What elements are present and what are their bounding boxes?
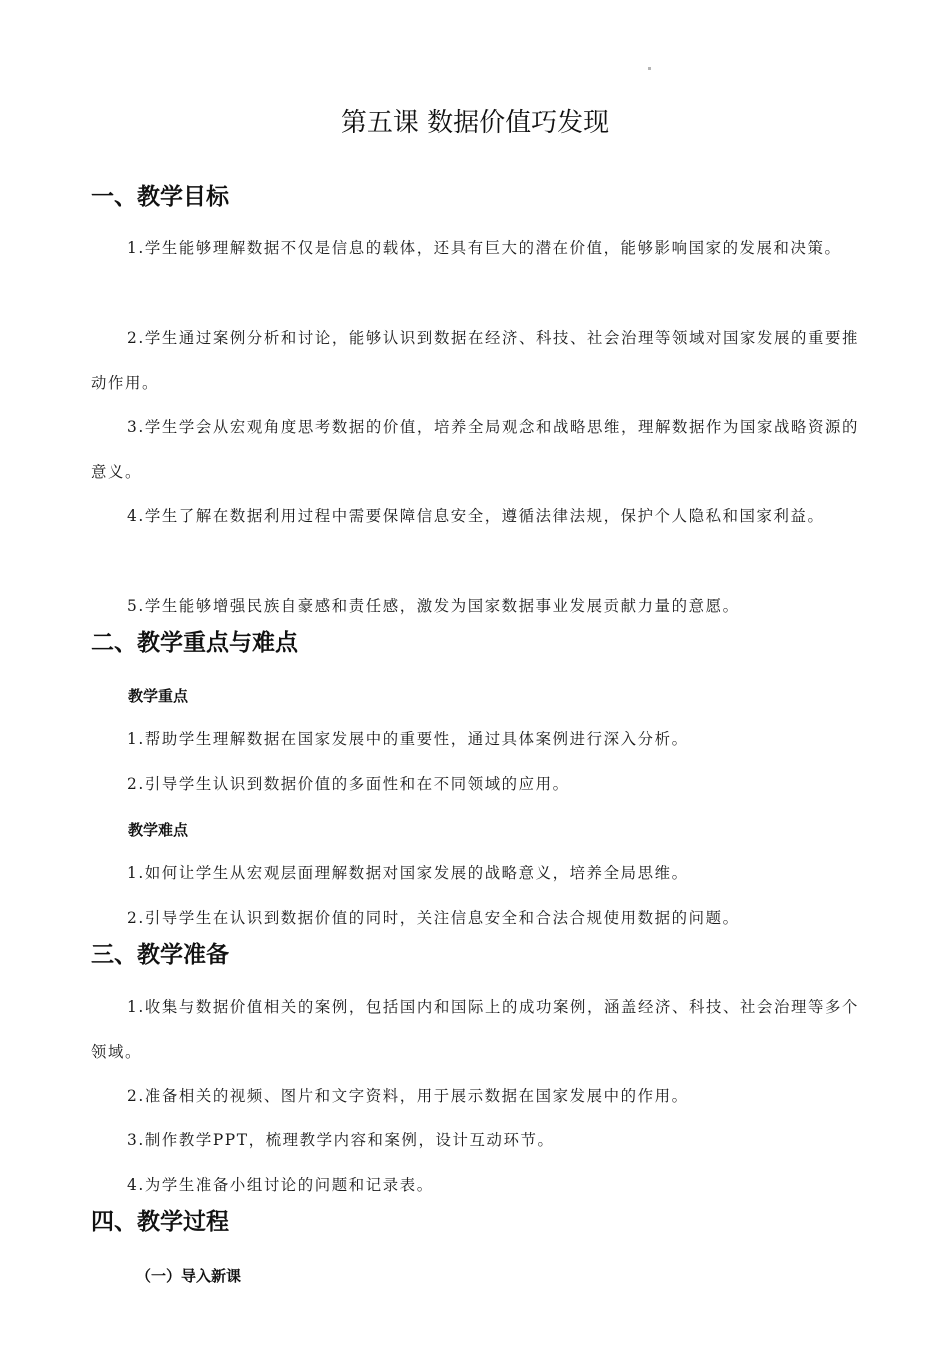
section-heading-keypoints: 二、教学重点与难点: [91, 630, 298, 656]
focus-item-1: 1.帮助学生理解数据在国家发展中的重要性，通过具体案例进行深入分析。: [127, 730, 689, 748]
page-title: 第五课 数据价值巧发现: [340, 108, 610, 139]
objective-item-3: 3.学生学会从宏观角度思考数据的价值，培养全局观念和战略思维，理解数据作为国家战略资源的意义。: [91, 418, 859, 481]
objective-item-4: 4.学生了解在数据利用过程中需要保障信息安全，遵循法律法规，保护个人隐私和国家利益。: [127, 507, 825, 525]
difficulty-item-2: 2.引导学生在认识到数据价值的同时，关注信息安全和合法合规使用数据的问题。: [127, 909, 740, 927]
preparation-item-3: 3.制作教学PPT，梳理教学内容和案例，设计互动环节。: [127, 1131, 555, 1149]
focus-item-2: 2.引导学生认识到数据价值的多面性和在不同领域的应用。: [127, 775, 570, 793]
difficulty-item-1: 1.如何让学生从宏观层面理解数据对国家发展的战略意义，培养全局思维。: [127, 864, 689, 882]
scan-dot: [648, 67, 651, 70]
objective-item-1: 1.学生能够理解数据不仅是信息的载体，还具有巨大的潜在价值，能够影响国家的发展和决策。: [127, 239, 842, 257]
preparation-item-1: 1.收集与数据价值相关的案例，包括国内和国际上的成功案例，涵盖经济、科技、社会治理等多个领域。: [91, 998, 859, 1061]
objective-item-2: 2.学生通过案例分析和讨论，能够认识到数据在经济、科技、社会治理等领域对国家发展的重要推动作用。: [91, 329, 859, 392]
objective-item-5: 5.学生能够增强民族自豪感和责任感，激发为国家数据事业发展贡献力量的意愿。: [127, 597, 740, 615]
subheading-focus: 教学重点: [128, 687, 189, 705]
section-heading-objectives: 一、教学目标: [91, 184, 229, 210]
subheading-difficulty: 教学难点: [128, 821, 189, 839]
subheading-introduction: （一）导入新课: [136, 1267, 242, 1285]
preparation-item-4: 4.为学生准备小组讨论的问题和记录表。: [127, 1176, 434, 1194]
preparation-item-2: 2.准备相关的视频、图片和文字资料，用于展示数据在国家发展中的作用。: [127, 1087, 689, 1105]
section-heading-preparation: 三、教学准备: [91, 942, 229, 968]
section-heading-process: 四、教学过程: [91, 1209, 229, 1235]
